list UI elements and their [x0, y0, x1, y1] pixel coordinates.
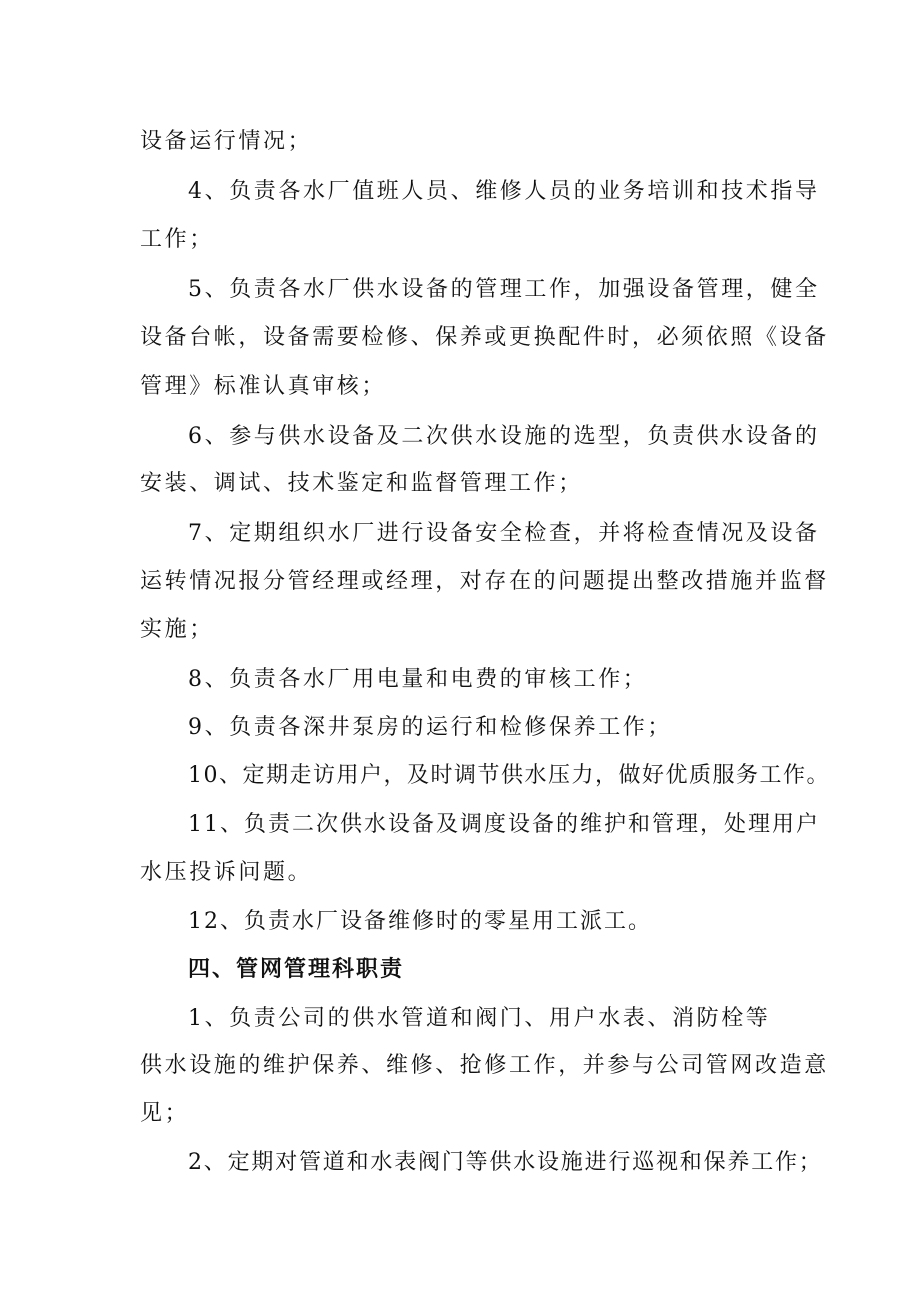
text-line: 设备运行情况； [140, 129, 313, 154]
text-line: 5、负责各水厂供水设备的管理工作，加强设备管理，健全 [188, 277, 820, 302]
text-line: 9、负责各深井泵房的运行和检修保养工作； [188, 715, 672, 740]
text-line: 11、负责二次供水设备及调度设备的维护和管理，处理用户 [188, 812, 820, 837]
text-line: 12、负责水厂设备维修时的零星用工派工。 [188, 909, 652, 934]
text-line: 供水设施的维护保养、维修、抢修工作，并参与公司管网改造意 [140, 1053, 829, 1078]
text-line: 水压投诉问题。 [140, 860, 313, 885]
text-line: 8、负责各水厂用电量和电费的审核工作； [188, 667, 648, 692]
text-line: 工作； [140, 227, 214, 252]
text-line: 实施； [140, 617, 214, 642]
text-line: 2、定期对管道和水表阀门等供水设施进行巡视和保养工作； [188, 1150, 823, 1175]
text-line: 管理》标准认真审核； [140, 374, 387, 399]
text-line: 见； [140, 1101, 190, 1126]
text-line: 10、定期走访用户，及时调节供水压力，做好优质服务工作。 [188, 763, 830, 788]
section-heading: 四、管网管理科职责 [188, 957, 405, 982]
text-line: 7、定期组织水厂进行设备安全检查，并将检查情况及设备 [188, 521, 820, 546]
text-line: 设备台帐，设备需要检修、保养或更换配件时，必须依照《设备 [140, 325, 829, 350]
text-line: 6、参与供水设备及二次供水设施的选型，负责供水设备的 [188, 424, 820, 449]
text-line: 1、负责公司的供水管道和阀门、用户水表、消防栓等 [188, 1006, 771, 1031]
text-line: 运转情况报分管经理或经理，对存在的问题提出整改措施并监督 [140, 569, 829, 594]
text-line: 安装、调试、技术鉴定和监督管理工作； [140, 471, 583, 496]
text-line: 4、负责各水厂值班人员、维修人员的业务培训和技术指导 [188, 179, 820, 204]
